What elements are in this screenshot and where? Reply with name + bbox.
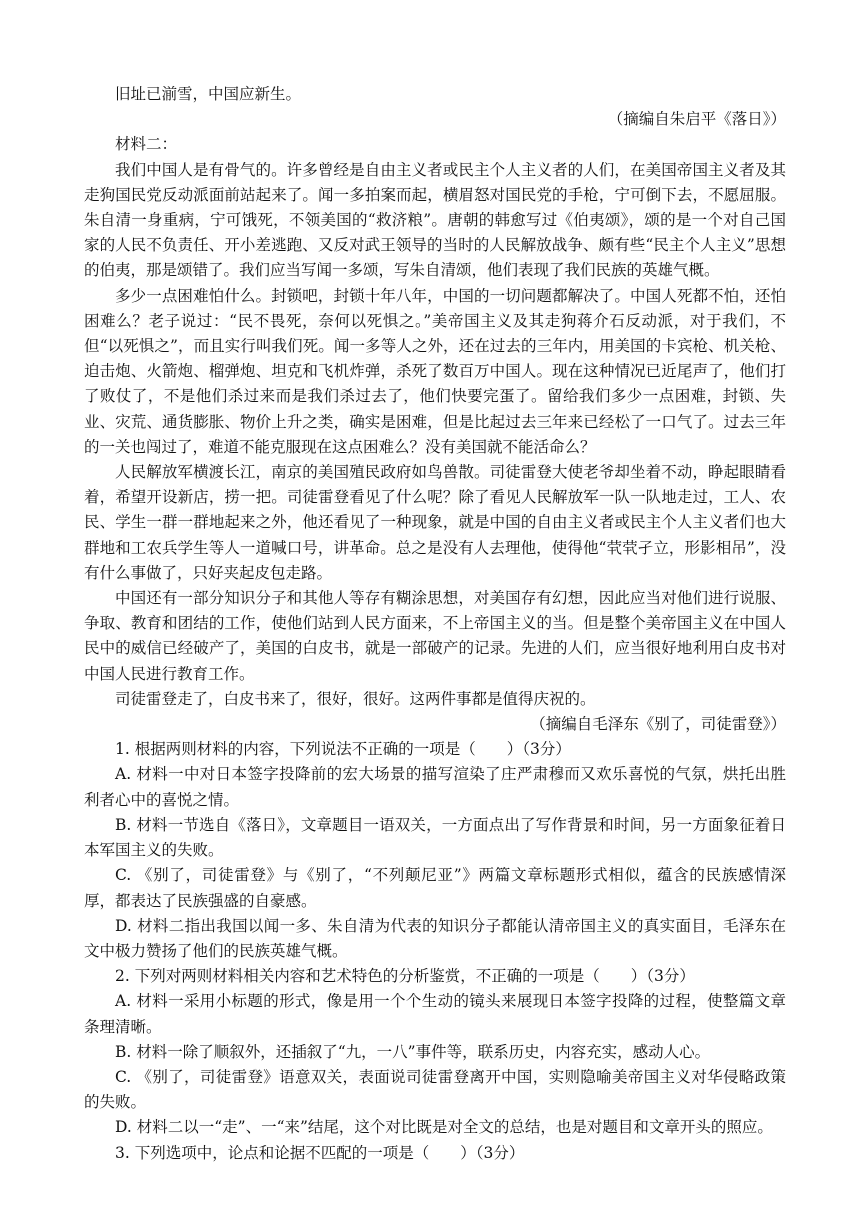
- material2-paragraph: 中国还有一部分知识分子和其他人等存有糊涂思想，对美国存有幻想，因此应当对他们进行说服、争取、教育和团结的工作，使他们站到人民方面来，不上帝国主义的当。但是整个美帝国主义在中国人民中的威信已经破产了，美国的白皮书，就是一部破产的记录。先进的人们，应当很好地利用白皮书对中国人民进行教育工作。: [84, 589, 786, 683]
- question-2-stem: 2. 下列对两则材料相关内容和艺术特色的分析鉴赏，不正确的一项是（ ）（3分）: [115, 967, 695, 986]
- material2-paragraph: 我们中国人是有骨气的。许多曾经是自由主义者或民主个人主义者的人们，在美国帝国主义者及其走狗国民党反动派面前站起来了。闻一多拍案而起，横眉怒对国民党的手枪，宁可倒下去，不愿屈服。朱自清一身重病，宁可饿死，不领美国的“救济粮”。唐朝的韩愈写过《伯夷颂》，颂的是一个对自己国家的人民不负责任、开小差逃跑、又反对武王领导的当时的人民解放战争、颇有些“民主个人主义”思想的伯夷，那是颂错了。我们应当写闻一多颂，写朱自清颂，他们表现了我们民族的英雄气概。: [84, 160, 786, 280]
- question-1-option-c: C. 《别了，司徒雷登》与《别了，“不列颠尼亚”》两篇文章标题形式相似，蕴含的民族感情深厚，都表达了民族强盛的自豪感。: [84, 866, 786, 910]
- material2-source: （摘编自毛泽东《别了，司徒雷登》）: [530, 715, 786, 734]
- question-2-option-d: D. 材料二以一“走”、一“来”结尾，这个对比既是对全文的总结，也是对题目和文章开头的照应。: [115, 1118, 773, 1137]
- material2-heading: 材料二：: [115, 135, 178, 154]
- question-1-stem: 1. 根据两则材料的内容，下列说法不正确的一项是（ ）（3分）: [115, 740, 571, 759]
- material2-paragraph: 多少一点困难怕什么。封锁吧，封锁十年八年，中国的一切问题都解决了。中国人死都不怕，还怕困难么？老子说过：“民不畏死，奈何以死惧之。”美帝国主义及其走狗蒋介石反动派，对于我们，不但“以死惧之”，而且实行叫我们死。闻一多等人之外，还在过去的三年内，用美国的卡宾枪、机关枪、迫击炮、火箭炮、榴弹炮、坦克和飞机炸弹，杀死了数百万中国人。现在这种情况已近尾声了，他们打了败仗了，不是他们杀过来而是我们杀过去了，他们快要完蛋了。留给我们多少一点困难，封锁、失业、灾荒、通货膨胀、物价上升之类，确实是困难，但是比起过去三年来已经松了一口气了。过去三年的一关也闯过了，难道不能克服现在这点困难么？没有美国就不能活命么？: [84, 286, 786, 456]
- question-1-option-b: B. 材料一节选自《落日》，文章题目一语双关，一方面点出了写作背景和时间，另一方面象征着日本军国主义的失败。: [84, 815, 786, 860]
- question-2-option-a: A. 材料一采用小标题的形式，像是用一个个生动的镜头来展现日本签字投降的过程，使整篇文章条理清晰。: [84, 992, 786, 1036]
- material1-last-line: 旧址已湔雪，中国应新生。: [115, 85, 302, 103]
- question-2-option-b: B. 材料一除了顺叙外，还插叙了“九，一八”事件等，联系历史，内容充实，感动人心。: [115, 1042, 711, 1061]
- material1-source: （摘编自朱启平《落日》）: [607, 110, 786, 129]
- question-1-option-a: A. 材料一中对日本签字投降前的宏大场景的描写渲染了庄严肃穆而又欢乐喜悦的气氛，烘托出胜利者心中的喜悦之情。: [84, 765, 786, 809]
- question-3-stem: 3. 下列选项中，论点和论据不匹配的一项是（ ）（3分）: [115, 1143, 525, 1162]
- material2-paragraph: 人民解放军横渡长江，南京的美国殖民政府如鸟兽散。司徒雷登大使老爷却坐着不动，睁起眼睛看着，希望开设新店，捞一把。司徒雷登看见了什么呢？除了看见人民解放军一队一队地走过，工人、农民、学生一群一群地起来之外，他还看见了一种现象，就是中国的自由主义者或民主个人主义者们也大群地和工农兵学生等人一道喊口号，讲革命。总之是没有人去理他，使得他“茕茕孑立，形影相吊”，没有什么事做了，只好夹起皮包走路。: [84, 463, 786, 582]
- question-2-option-c: C. 《别了，司徒雷登》语意双关，表面说司徒雷登离开中国，实则隐喻美帝国主义对华侵略政策的失败。: [84, 1067, 786, 1112]
- material2-paragraph: 司徒雷登走了，白皮书来了，很好，很好。这两件事都是值得庆祝的。: [115, 689, 596, 708]
- document-page: [84, 82, 786, 1166]
- question-1-option-d: D. 材料二指出我国以闻一多、朱自清为代表的知识分子都能认清帝国主义的真实面目，毛泽东在文中极力赞扬了他们的民族英雄气概。: [84, 916, 786, 960]
